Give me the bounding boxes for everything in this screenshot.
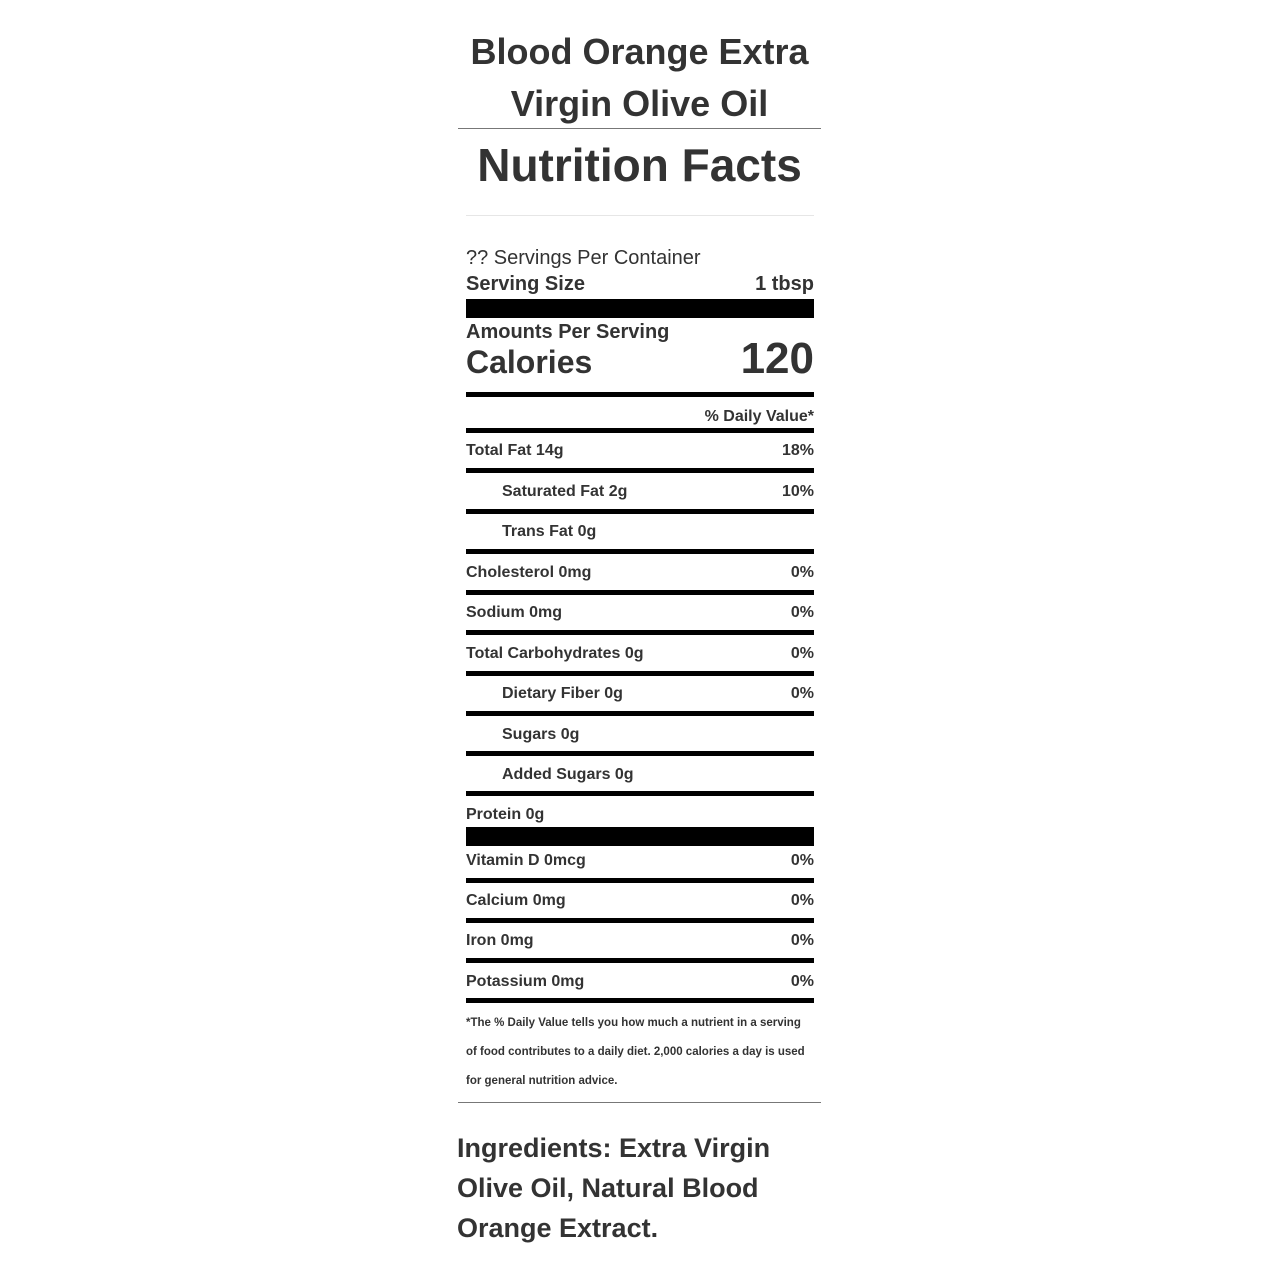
nutrient-row-sugars xyxy=(466,715,814,755)
vitamin-row-calcium xyxy=(466,881,814,921)
vitamin-dv: 0% xyxy=(790,973,814,990)
product-title xyxy=(458,26,821,130)
nutrient-name: Cholesterol 0mg xyxy=(466,564,592,581)
nutrient-row-cholesterol xyxy=(466,553,814,593)
serving-size-label: Serving Size xyxy=(466,273,585,295)
nutrient-dv: 0% xyxy=(790,645,814,662)
nutrient-dv: 0% xyxy=(790,564,814,581)
nutrition-facts-heading: Nutrition Facts xyxy=(477,139,802,191)
servings-per-container: ?? Servings Per Container xyxy=(466,247,701,269)
row-divider xyxy=(466,998,814,1003)
product-title-line-1: Blood Orange Extra xyxy=(470,31,809,72)
footnote-line-3: for general nutrition advice. xyxy=(466,1075,618,1087)
thick-divider-top xyxy=(466,299,814,318)
vitamin-name: Vitamin D 0mcg xyxy=(466,852,586,869)
nutrient-name: Added Sugars 0g xyxy=(502,766,634,783)
product-title-line-2: Virgin Olive Oil xyxy=(510,83,769,124)
daily-value-header: % Daily Value* xyxy=(704,408,814,425)
nutrient-name: Saturated Fat 2g xyxy=(502,483,628,500)
nutrient-dv: 18% xyxy=(781,442,814,459)
nutrient-name: Total Carbohydrates 0g xyxy=(466,645,644,662)
calories-divider xyxy=(466,392,814,397)
vitamin-dv: 0% xyxy=(790,892,814,909)
nutrient-row-dietary-fiber xyxy=(466,674,814,714)
heading-divider xyxy=(466,215,814,216)
vitamin-row-iron xyxy=(466,921,814,961)
nutrient-name: Total Fat 14g xyxy=(466,442,564,459)
nutrient-row-added-sugars xyxy=(466,755,814,795)
nutrient-dv: 10% xyxy=(781,483,814,500)
nutrient-name: Protein 0g xyxy=(466,806,545,823)
vitamin-name: Calcium 0mg xyxy=(466,892,566,909)
amounts-per-serving: Amounts Per Serving xyxy=(466,321,670,343)
label-bottom-divider xyxy=(458,1102,821,1103)
title-divider xyxy=(458,128,821,129)
nutrient-name: Dietary Fiber 0g xyxy=(502,685,623,702)
footnote-line-2: of food contributes to a daily diet. 2,000 calories a day is used xyxy=(466,1046,805,1058)
vitamin-name: Iron 0mg xyxy=(466,932,534,949)
nutrient-row-sodium xyxy=(466,593,814,633)
vitamin-dv: 0% xyxy=(790,932,814,949)
calories-label: Calories xyxy=(466,344,593,380)
nutrient-name: Trans Fat 0g xyxy=(502,523,597,540)
nutrient-row-total-carbohydrates xyxy=(466,634,814,674)
nutrient-row-total-fat xyxy=(466,431,814,471)
serving-size-value: 1 tbsp xyxy=(755,273,814,295)
calories-row xyxy=(466,332,814,392)
nutrient-dv: 0% xyxy=(790,685,814,702)
calories-value: 120 xyxy=(740,334,814,383)
ingredients-line-2: Olive Oil, Natural Blood xyxy=(457,1173,759,1203)
nutrient-name: Sodium 0mg xyxy=(466,604,563,621)
ingredients-text xyxy=(457,1128,787,1248)
daily-value-footnote xyxy=(466,1009,818,1096)
vitamin-dv: 0% xyxy=(790,852,814,869)
nutrient-name: Sugars 0g xyxy=(502,726,580,743)
nutrient-row-trans-fat xyxy=(466,512,814,552)
nutrient-dv: 0% xyxy=(790,604,814,621)
ingredients-line-3: Orange Extract. xyxy=(457,1213,659,1243)
vitamin-row-potassium xyxy=(466,962,814,1002)
footnote-line-1: *The % Daily Value tells you how much a nutrient in a serving xyxy=(466,1017,801,1029)
vitamin-name: Potassium 0mg xyxy=(466,973,585,990)
ingredients-line-1: Ingredients: Extra Virgin xyxy=(457,1133,771,1163)
vitamin-row-vitamin-d xyxy=(466,841,814,881)
serving-size-row xyxy=(466,271,814,297)
nutrient-row-saturated-fat xyxy=(466,472,814,512)
